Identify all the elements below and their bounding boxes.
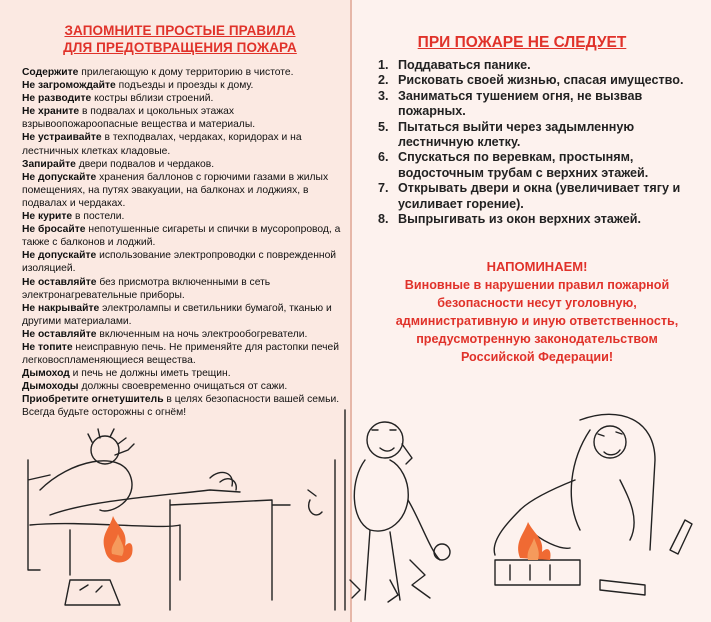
rule-item [22, 302, 344, 328]
rule-keyword: Не курите [22, 211, 73, 223]
rule-text: включенным на ночь электрообогреватели. [96, 328, 308, 340]
rule-keyword: Содержите [22, 67, 79, 78]
dont-text: Спускаться по веревкам, простыням, водосточным трубам с верхних этажей. [398, 150, 649, 180]
rule-keyword: Не допускайте [22, 171, 97, 183]
rule-keyword: Не накрывайте [22, 302, 100, 314]
dont-text: Рисковать своей жизнью, спасая имущество. [398, 73, 684, 88]
rule-item [22, 92, 344, 105]
rule-item [22, 158, 344, 171]
rule-keyword: Не устраивайте [22, 132, 102, 144]
rule-item [22, 131, 344, 157]
dont-text: Открывать двери и окна (увеличивает тягу и усиливает горение). [398, 181, 681, 211]
rule-text: в техподвалах, чердаках, коридорах и на лестничных клетках кладовые. [22, 132, 302, 157]
dont-text: Пытаться выйти через задымленную лестничную клетку. [398, 119, 635, 150]
dont-text: Заниматься тушением огня, не вызвав пожарных. [398, 88, 643, 119]
rule-item [22, 380, 344, 393]
rule-item [22, 223, 344, 249]
rule-item [22, 276, 344, 302]
rule-item [22, 249, 344, 275]
dont-item [378, 89, 698, 120]
rule-text: электролампы и светильники бумагой, тканью и другими материалами. [22, 302, 332, 327]
dont-item [378, 212, 698, 227]
phone-sparks-illustration [290, 400, 460, 620]
dont-number: 7. [378, 181, 389, 196]
reminder-title: НАПОМИНАЕМ! [486, 259, 588, 274]
dont-text: Поддаваться панике. [398, 58, 531, 72]
rule-item [22, 210, 344, 223]
dont-item [378, 120, 698, 151]
dont-number: 2. [378, 73, 389, 88]
rule-item [22, 79, 344, 92]
rule-text: костры вблизи строений. [91, 93, 214, 105]
dont-item [378, 73, 698, 88]
rule-keyword: Запирайте [22, 158, 76, 170]
rule-keyword: Дымоход [22, 368, 70, 380]
donts-list [378, 58, 698, 227]
rule-keyword: Не храните [22, 106, 80, 118]
dont-text: Выпрыгивать из окон верхних этажей. [398, 212, 641, 227]
dont-number: 8. [378, 212, 389, 227]
dont-number: 3. [378, 88, 389, 103]
rule-keyword: Не бросайте [22, 224, 86, 236]
rule-text: без присмотра включенными в сеть электронагревательные приборы. [22, 276, 271, 301]
dont-number: 5. [378, 119, 389, 134]
rule-keyword: Приобретите огнетушитель [22, 394, 164, 406]
rule-item [22, 66, 344, 79]
dont-item [378, 58, 698, 73]
rules-title-line1: ЗАПОМНИТЕ ПРОСТЫЕ ПРАВИЛА [64, 23, 296, 38]
rule-item [22, 367, 344, 380]
rule-keyword: Не допускайте [22, 250, 97, 262]
rule-text: прилегающую к дому территорию в чистоте. [78, 67, 294, 78]
rule-item [22, 105, 344, 131]
rule-text: двери подвалов и чердаков. [75, 158, 215, 170]
rule-text: использование электропроводки с поврежденной изоляцией. [22, 250, 337, 275]
smoking-in-bed-illustration [10, 420, 300, 620]
rule-text: неисправную печь. Не применяйте для растопки печей легковоспламеняющиеся вещества. [22, 341, 340, 367]
armchair-heater-illustration [470, 400, 700, 620]
rule-keyword: Не загромождайте [22, 80, 116, 92]
rule-keyword: Не разводите [22, 93, 92, 105]
rule-keyword: Не оставляйте [22, 328, 97, 340]
rule-item [22, 171, 344, 210]
rule-keyword: Дымоходы [22, 381, 79, 393]
rule-text: в целях безопасности вашей семьи. [163, 394, 340, 406]
dont-number: 6. [378, 150, 389, 165]
closing-note: Всегда будьте осторожны с огнём! [22, 407, 187, 419]
rule-keyword: Не топите [22, 341, 73, 353]
rule-text: и печь не должны иметь трещин. [69, 368, 231, 380]
rule-keyword: Не оставляйте [22, 276, 97, 288]
rule-text: в постели. [72, 211, 125, 223]
rules-title-line2: ДЛЯ ПРЕДОТВРАЩЕНИЯ ПОЖАРА [63, 40, 297, 55]
rule-text: должны своевременно очищаться от сажи. [78, 381, 288, 393]
donts-title: ПРИ ПОЖАРЕ НЕ СЛЕДУЕТ [417, 34, 627, 51]
dont-item [378, 181, 698, 212]
dont-number: 1. [378, 58, 389, 72]
rule-text: хранения баллонов с горючими газами в жилых помещениях, на путях эвакуации, на балконах и лоджиях, в подвалах и чердаках. [22, 171, 329, 209]
rule-item [22, 328, 344, 341]
rule-text: в подвалах и цокольных этажах взрывоопожароопасные вещества и материалы. [22, 106, 256, 131]
dont-item [378, 150, 698, 181]
rule-item [22, 341, 344, 367]
rule-text: непотушенные сигареты и спички в мусоропровод, а также с балконов и лоджий. [22, 224, 341, 249]
rule-text: подъезды и проезды к дому. [115, 80, 254, 92]
rules-list [22, 66, 344, 420]
reminder-text: Виновные в нарушении правил пожарной безопасности несут уголовную, административную и иную ответственность, предусмотренную законодательством Российской Федерации! [395, 278, 679, 364]
rules-title [20, 22, 340, 56]
